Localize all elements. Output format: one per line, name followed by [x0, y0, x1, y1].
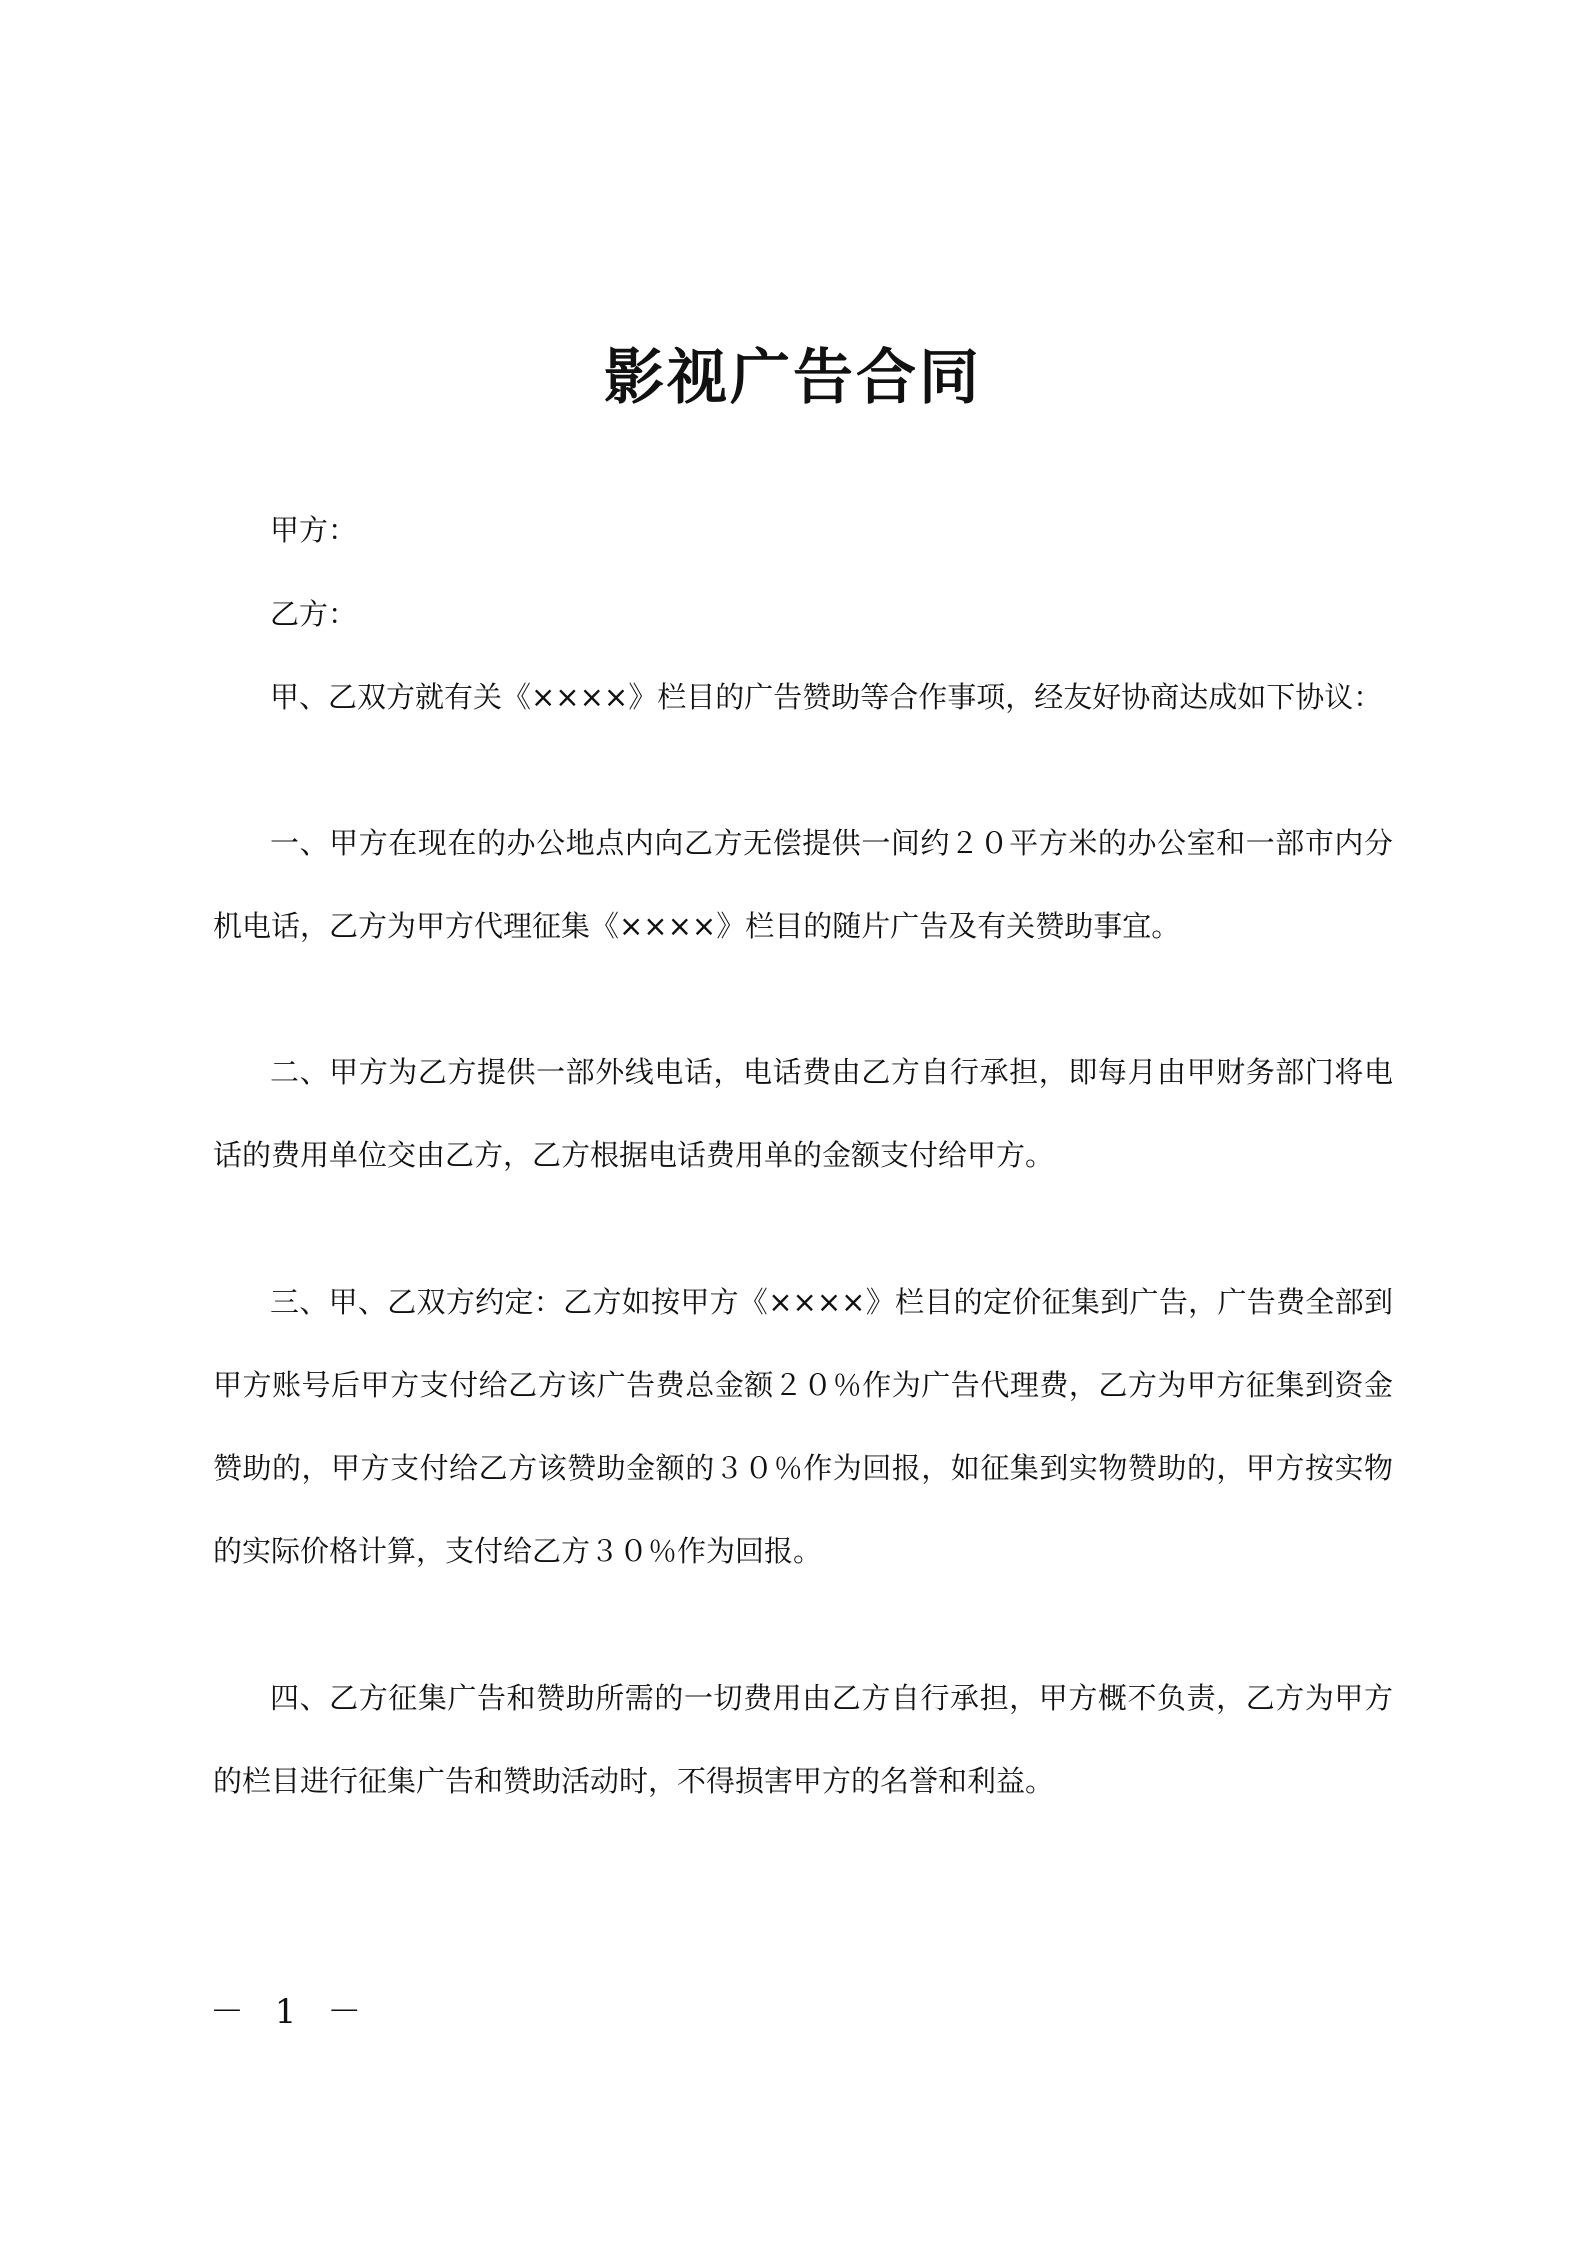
clause-2: 二、甲方为乙方提供一部外线电话，电话费由乙方自行承担，即每月由甲财务部门将电话的费用单位交由乙方，乙方根据电话费用单的金额支付给甲方。 [213, 1055, 1393, 1172]
clause-4: 四、乙方征集广告和赞助所需的一切费用由乙方自行承担，甲方概不负责，乙方为甲方的栏目进行征集广告和赞助活动时，不得损害甲方的名誉和利益。 [213, 1681, 1393, 1798]
clause-1: 一、甲方在现在的办公地点内向乙方无偿提供一间约２０平方米的办公室和一部市内分机电话，乙方为甲方代理征集《××××》栏目的随片广告及有关赞助事宜。 [213, 826, 1393, 943]
party-b-label: 乙方： [270, 597, 358, 631]
party-a-label: 甲方： [270, 513, 358, 547]
intro-paragraph: 甲、乙双方就有关《××××》栏目的广告赞助等合作事项，经友好协商达成如下协议： [270, 680, 1383, 714]
clause-3: 三、甲、乙双方约定：乙方如按甲方《××××》栏目的定价征集到广告，广告费全部到甲方账号后甲方支付给乙方该广告费总金额２０％作为广告代理费，乙方为甲方征集到资金赞助的，甲方支付给乙方该赞助金额的３０％作为回报，如征集到实物赞助的，甲方按实物的实际价格计算，支付给乙方３０％作为回报。 [213, 1285, 1393, 1568]
page-number: － 1 － [210, 1992, 372, 2032]
document-title: 影视广告合同 [604, 343, 982, 413]
